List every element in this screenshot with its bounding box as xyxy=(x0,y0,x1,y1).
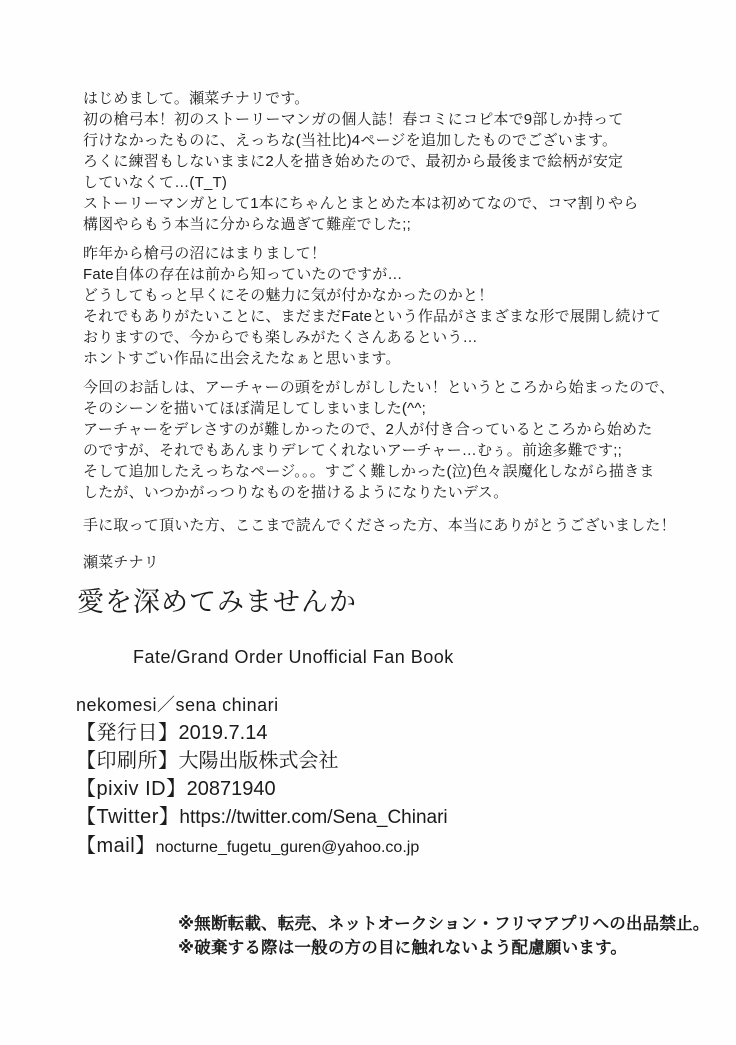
colophon xyxy=(76,691,448,862)
mail-address: nocturne_fugetu_guren@yahoo.co.jp xyxy=(155,839,420,856)
twitter-url: https://twitter.com/Sena_Chinari xyxy=(179,807,448,828)
publish-date-value: 2019.7.14 xyxy=(178,722,268,744)
publish-date-label: 【発行日】 xyxy=(76,722,179,744)
thanks-line: 手に取って頂いた方、ここまで読んでくださった方、本当にありがとうございました！ xyxy=(83,517,676,534)
afterword-text-block xyxy=(83,88,679,573)
printer-label: 【印刷所】 xyxy=(76,750,179,772)
colophon-row-publish-date xyxy=(76,719,448,747)
colophon-row-mail xyxy=(76,832,448,862)
author-signature: 瀬菜チナリ xyxy=(83,554,160,571)
afterword-paragraph-2: 昨年から槍弓の沼にはまりまして！ Fate自体の存在は前から知っていたのですが… どうしてもっと早くにその魅力に気が付かなかったのかと！ それでもありがたいことに、まだまだFateという作品がさまざまな形で展開し続けて おりますので、今からでも楽しみがたくさんあるという… ホントすごい作品に出会えたなぁと思います。 xyxy=(83,245,662,367)
copyright-disposal-notice: ※無断転載、転売、ネットオークション・フリマアプリへの出品禁止。 ※破棄する際は一般の方の目に触れないよう配慮願います。 xyxy=(178,915,710,957)
circle-author-credit: nekomesi／sena chinari xyxy=(76,695,279,715)
book-title: 愛を深めてみませんか xyxy=(77,587,357,617)
twitter-label: 【Twitter】 xyxy=(76,806,180,828)
pixiv-id-label: 【pixiv ID】 xyxy=(76,778,187,800)
printer-value: 大陽出版株式会社 xyxy=(178,750,339,772)
afterword-paragraph-3: 今回のお話しは、アーチャーの頭をがしがししたい！というところから始まったので、 そのシーンを描いてほぼ満足してしまいました(^^; アーチャーをデレさすのが難しかったので、2人が付き合っているところから始めた のですが、それでもあんまりデレてくれないアーチャー…むぅ。前途多難です;; そして追加したえっちなページ。。。すごく難しかった(泣)色々誤魔化しながら描きま したが、いつかがっつりなものを描けるようになりたいデス。 xyxy=(83,379,675,501)
mail-label: 【mail】 xyxy=(76,835,156,857)
colophon-row-printer xyxy=(76,747,448,775)
colophon-row-twitter xyxy=(76,803,448,832)
pixiv-id-value: 20871940 xyxy=(186,778,276,800)
colophon-row-pixiv-id xyxy=(76,775,448,803)
afterword-paragraph-1: はじめまして。瀬菜チナリです。 初の槍弓本！初のストーリーマンガの個人誌！春コミにコピ本で9部しか持って 行けなかったものに、えっちな(当社比)4ページを追加したものでございます。 ろくに練習もしないままに2人を描き始めたので、最初から最後まで絵柄が安定 していなくて…(T_T) ストーリーマンガとして1本にちゃんとまとめた本は初めてなので、コマ割りやら 構図やらもう本当に分からな過ぎて難産でした;; xyxy=(83,90,639,233)
book-subtitle: Fate/Grand Order Unofficial Fan Book xyxy=(133,647,454,667)
